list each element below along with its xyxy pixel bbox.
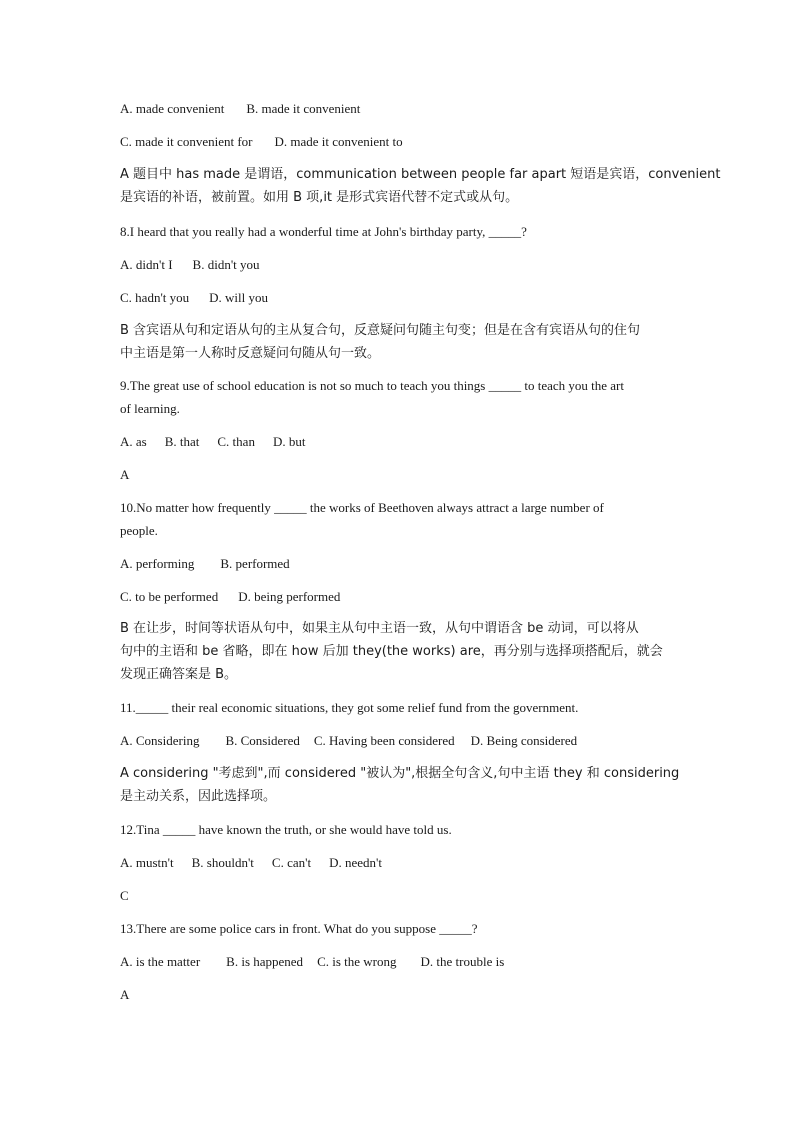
q12-option-c: C. can't [271, 855, 312, 870]
q11-option-a: A. Considering [120, 733, 200, 748]
q9-question-line-2: of learning. [120, 401, 180, 416]
q7-option-a: A. made convenient [120, 101, 225, 116]
q12-option-b: B. shouldn't [191, 855, 254, 870]
q9-option-b: B. that [164, 434, 200, 449]
q9-option-d: D. but [272, 434, 306, 449]
q13-option-a: A. is the matter [120, 954, 201, 969]
q8-options-ab [120, 253, 676, 276]
q11-options [120, 729, 676, 752]
q9-question-line-1: 9.The great use of school education is not so much to teach you things _____ to teach you the art [120, 378, 624, 393]
q7-option-b: B. made it convenient [246, 101, 361, 116]
q11-option-b: B. Considered [225, 733, 300, 748]
q7-option-d: D. made it convenient to [274, 134, 403, 149]
q10-explanation-line-2: 句中的主语和 be 省略，即在 how 后加 they(the works) are，再分别与选择项搭配后，就会 [120, 644, 663, 659]
q10-option-c: C. to be performed [120, 589, 219, 604]
q8-option-c: C. hadn't you [120, 290, 190, 305]
q9-options [120, 430, 676, 453]
q8-explanation-line-1: B 含宾语从句和定语从句的主从复合句，反意疑问句随主句变；但是在含有宾语从句的住句 [120, 323, 641, 338]
q11-option-c: C. Having been considered [313, 733, 455, 748]
q10-explanation-line-3: 发现正确答案是 B。 [120, 667, 238, 682]
q8-option-b: B. didn't you [192, 257, 260, 272]
q13-option-b: B. is happened [226, 954, 304, 969]
q12-answer: C [120, 888, 129, 903]
q8-option-a: A. didn't I [120, 257, 173, 272]
q10-question-line-2: people. [120, 523, 158, 538]
q11-explanation-line-1: A considering "考虑到",而 considered "被认为",根据全句含义,句中主语 they 和 considering [120, 766, 680, 781]
q12-question: 12.Tina _____ have known the truth, or she would have told us. [120, 822, 452, 837]
q13-answer: A [120, 987, 130, 1002]
q8-explanation-line-2: 中主语是第一人称时反意疑问句随从句一致。 [120, 346, 381, 361]
q7-explanation-line-2: 是宾语的补语，被前置。如用 B 项,it 是形式宾语代替不定式或从句。 [120, 190, 519, 205]
q10-option-a: A. performing [120, 556, 195, 571]
q12-option-d: D. needn't [329, 855, 382, 870]
q9-answer: A [120, 467, 130, 482]
q9-option-c: C. than [217, 434, 255, 449]
q10-explanation-line-1: B 在让步，时间等状语从句中，如果主从句中主语一致，从句中谓语含 be 动词，可以将从 [120, 621, 639, 636]
q11-question: 11._____ their real economic situations, they got some relief fund from the government. [120, 700, 579, 715]
q10-question-line-1: 10.No matter how frequently _____ the works of Beethoven always attract a large number of [120, 500, 604, 515]
q7-options-cd [120, 130, 676, 153]
q11-option-d: D. Being considered [470, 733, 578, 748]
q13-option-d: D. the trouble is [420, 954, 505, 969]
q8-question: 8.I heard that you really had a wonderful time at John's birthday party, _____? [120, 224, 527, 239]
q10-options-ab [120, 552, 676, 575]
q8-option-d: D. will you [209, 290, 269, 305]
q10-option-d: D. being performed [238, 589, 341, 604]
q13-question: 13.There are some police cars in front. What do you suppose _____? [120, 921, 478, 936]
q8-options-cd [120, 286, 676, 309]
q7-option-c: C. made it convenient for [120, 134, 253, 149]
q13-option-c: C. is the wrong [317, 954, 397, 969]
q12-option-a: A. mustn't [120, 855, 174, 870]
q11-explanation-line-2: 是主动关系，因此选择项。 [120, 789, 277, 804]
q7-options-ab [120, 97, 676, 120]
q10-options-cd [120, 585, 676, 608]
q13-options [120, 950, 676, 973]
q10-option-b: B. performed [220, 556, 290, 571]
q7-explanation-line-1: A 题目中 has made 是谓语，communication between people far apart 短语是宾语，convenient [120, 167, 721, 182]
q9-option-a: A. as [120, 434, 147, 449]
q12-options [120, 851, 676, 874]
